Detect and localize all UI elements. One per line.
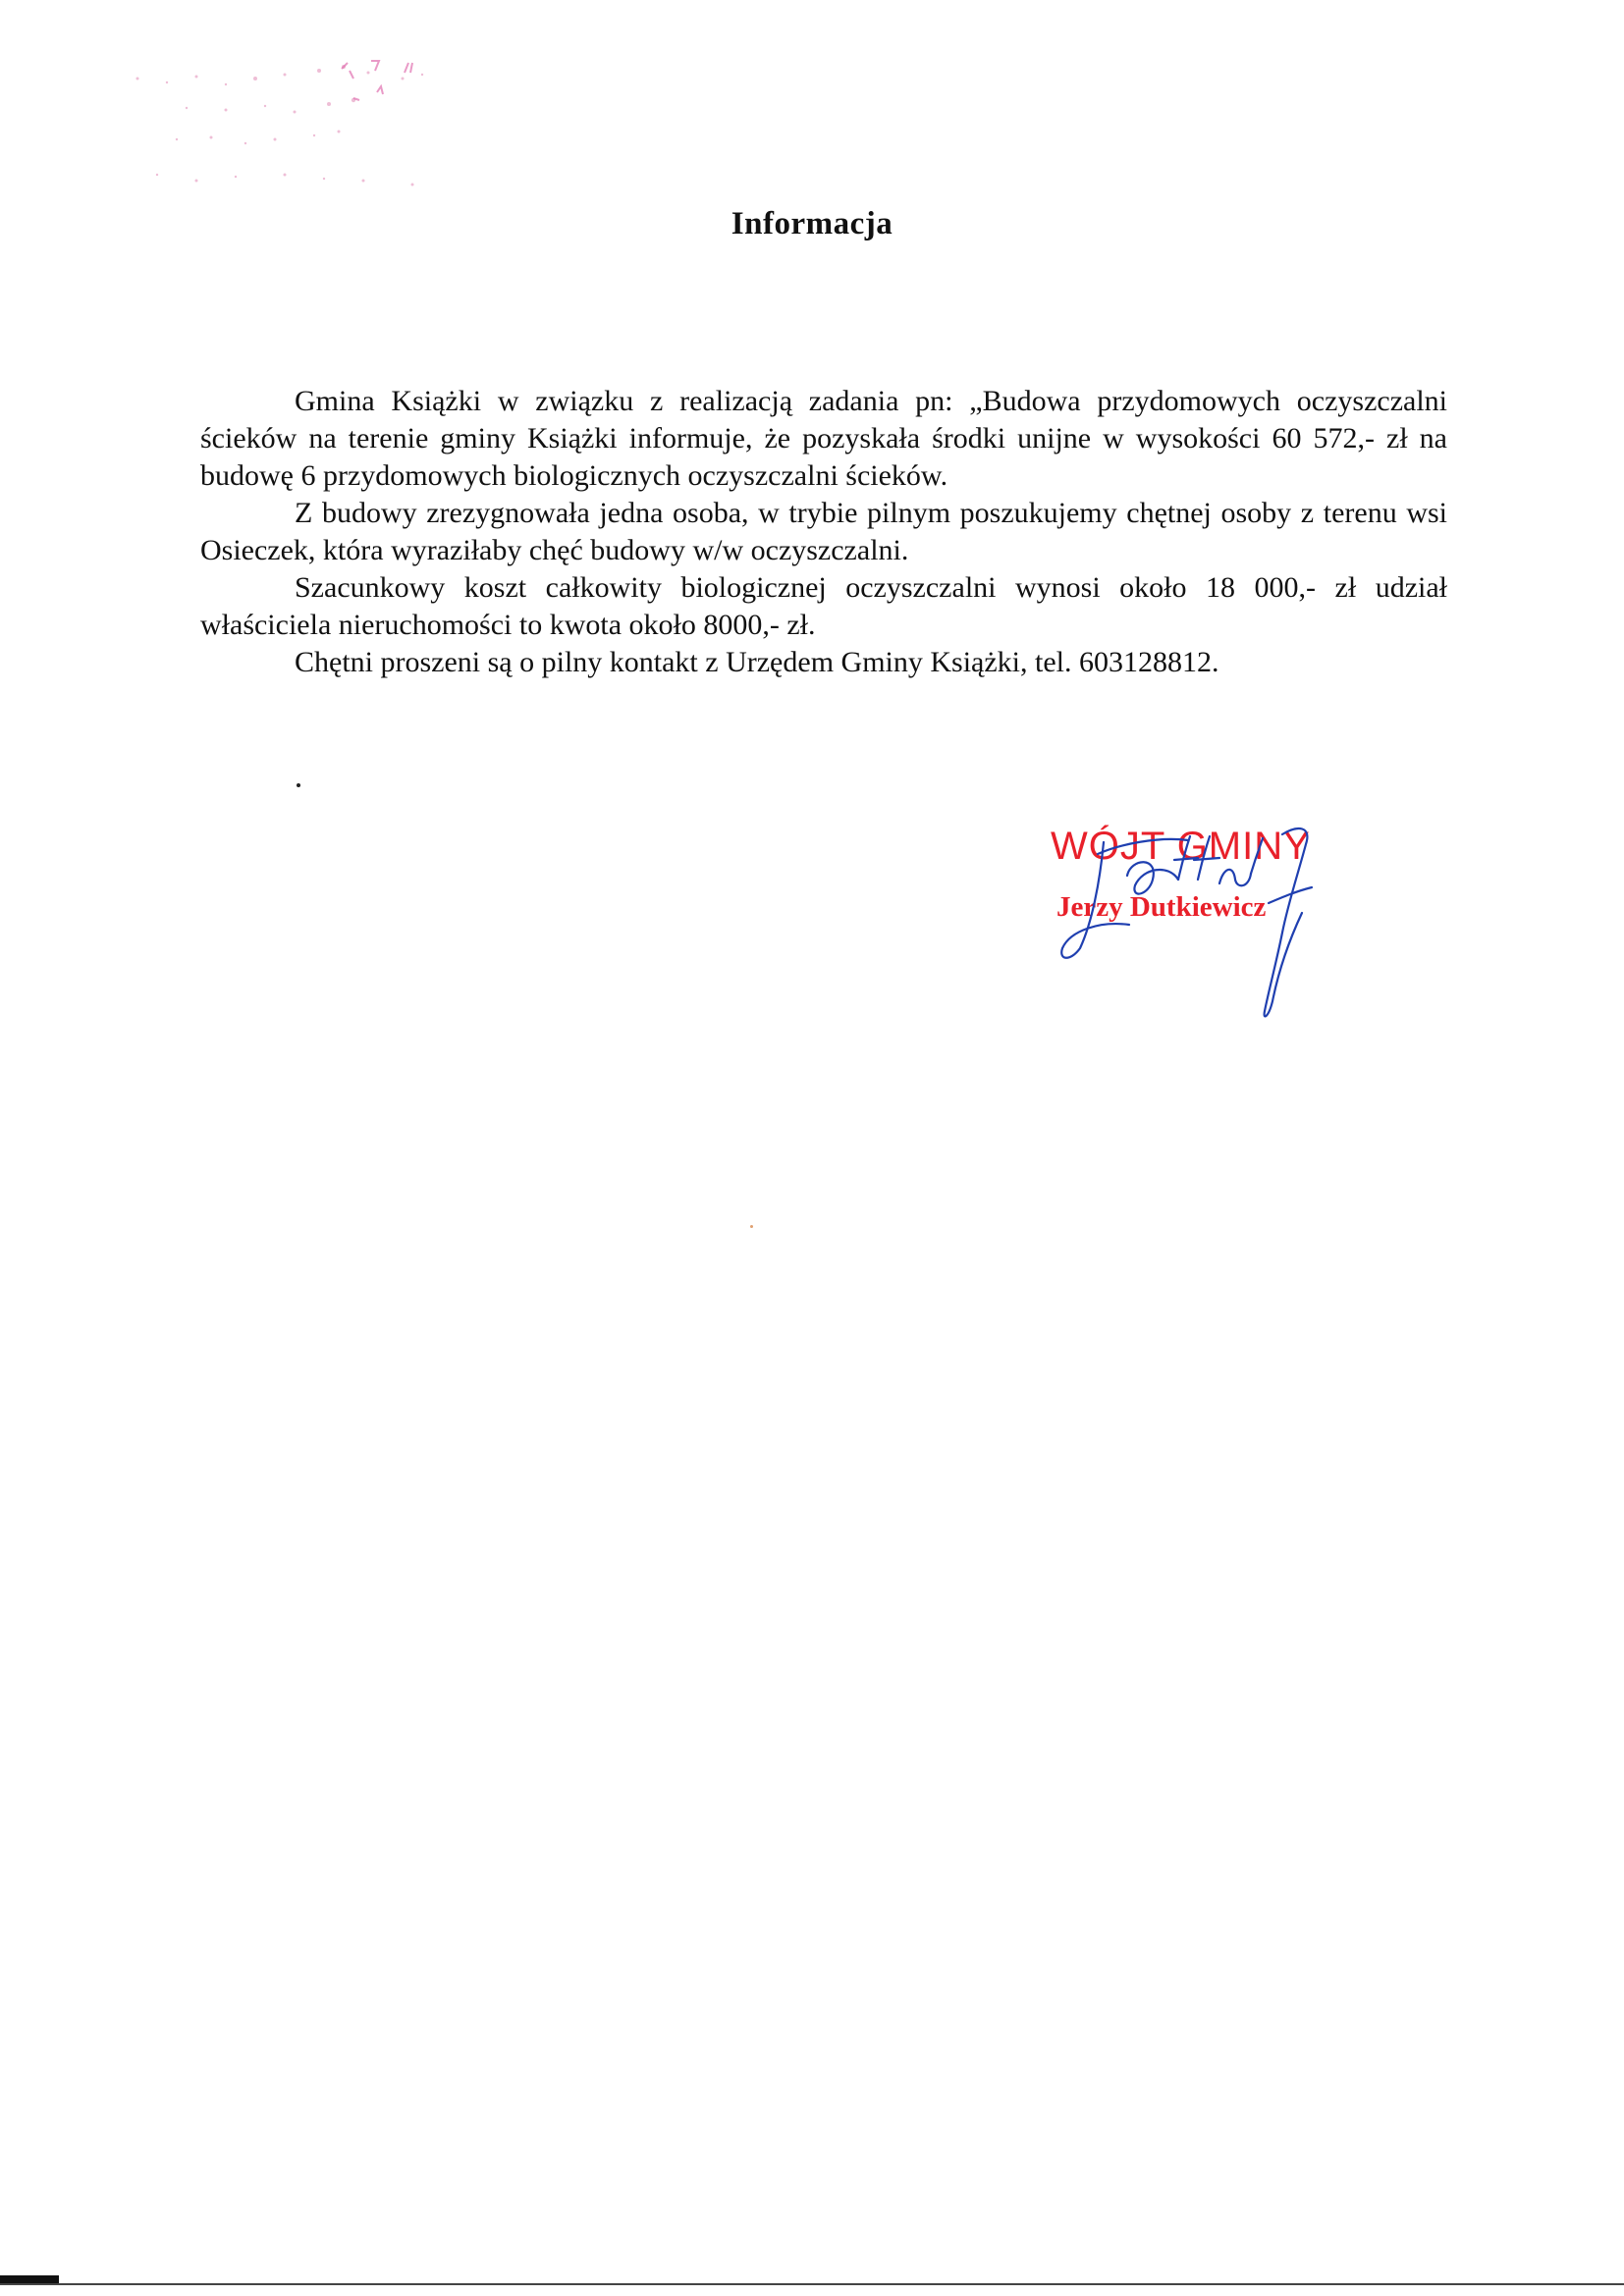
scan-bottom-edge (0, 2283, 1624, 2285)
paragraph-contact: Chętni proszeni są o pilny kontakt z Urzędem Gminy Książki, tel. 603128812. (295, 646, 1219, 678)
paragraph-resignation: Z budowy zrezygnowała jedna osoba, w trybie pilnym poszukujemy chętnej osoby z terenu wsi Osieczek, która wyraziłaby chęć budowy w/w oczyszczalni. (200, 497, 1447, 566)
paragraph-funding-info: Gmina Książki w związku z realizacją zadania pn: „Budowa przydomowych oczyszczalni ścieków na terenie gminy Książki informuje, że pozyskała środki unijne w wysokości 60 572,- zł na budowę 6 przydomowych biologicznych oczyszczalni ścieków. (200, 385, 1447, 492)
stray-dot (297, 783, 300, 787)
stamp-title: WÓJT GMINY (1051, 825, 1311, 868)
handwritten-signature (1041, 815, 1394, 1031)
paragraph-cost: Szacunkowy koszt całkowity biologicznej oczyszczalni wynosi około 18 000,- zł udział właściciela nieruchomości to kwota około 8000,- zł. (200, 571, 1447, 641)
faded-registration-stamp (118, 49, 491, 206)
document-body (200, 383, 1447, 681)
signature-block (1041, 815, 1394, 1031)
document-title: Informacja (731, 206, 893, 241)
scan-speck (750, 1225, 753, 1228)
stamp-name: Jerzy Dutkiewicz (1056, 891, 1267, 923)
